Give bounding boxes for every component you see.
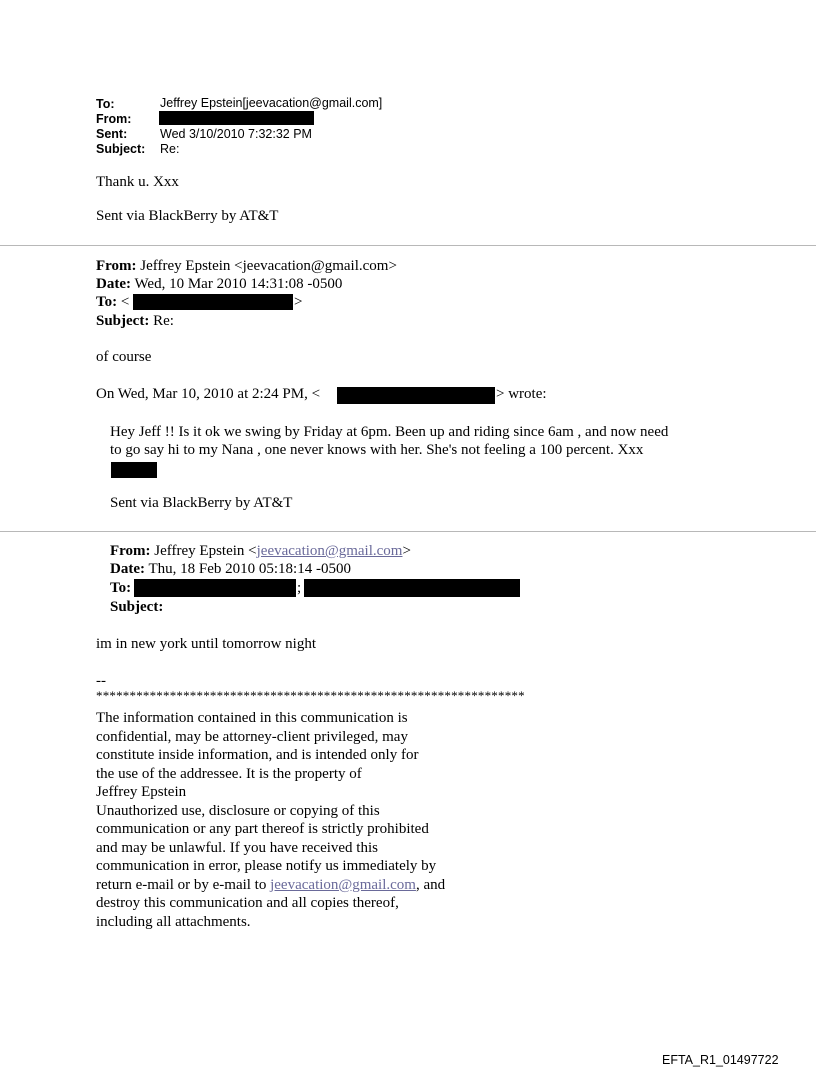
msg2-date-label: Date: <box>96 276 131 292</box>
disclaimer-line: communication or any part thereof is strictly prohibited <box>96 821 429 837</box>
msg2-date-line <box>96 276 342 293</box>
msg3-sig-stars: **************************************************************** <box>96 688 525 703</box>
divider <box>0 531 816 532</box>
msg2-quote-intro-post: > wrote: <box>496 386 547 402</box>
msg3-subject-label: Subject: <box>110 599 164 615</box>
document-id: EFTA_R1_01497722 <box>662 1053 779 1067</box>
msg3-date-line <box>110 561 351 578</box>
msg2-subject-value: Re: <box>153 313 174 329</box>
msg2-quote-line2: to go say hi to my Nana , one never knows with her. She's not feeling a 100 percent. Xxx <box>110 442 644 458</box>
msg1-to-label: To: <box>96 97 115 111</box>
msg2-to-open: < <box>120 294 130 310</box>
msg1-subject-label: Subject: <box>96 142 146 156</box>
redaction-box <box>111 462 157 478</box>
disclaimer-line: including all attachments. <box>96 913 251 930</box>
msg1-signature: Sent via BlackBerry by AT&T <box>96 208 279 224</box>
msg2-subject-line <box>96 313 174 330</box>
divider <box>0 245 816 246</box>
msg3-sig-dashes: -- <box>96 673 106 689</box>
msg2-quote-intro-pre: On Wed, Mar 10, 2010 at 2:24 PM, < <box>96 386 321 402</box>
disclaimer-line: Unauthorized use, disclosure or copying of this <box>96 802 380 819</box>
msg1-body: Thank u. Xxx <box>96 174 179 190</box>
msg2-body: of course <box>96 349 152 365</box>
msg3-date-label: Date: <box>110 561 145 577</box>
disclaimer-line10-post: , and <box>415 876 446 893</box>
redaction-box <box>304 579 520 597</box>
msg3-from-post: > <box>402 543 411 559</box>
disclaimer-line: communication in error, please notify us immediately by <box>96 858 437 874</box>
msg3-from-label: From: <box>110 543 151 559</box>
redaction-box <box>159 111 314 125</box>
disclaimer-line: destroy this communication and all copies thereof, <box>96 895 399 911</box>
redaction-box <box>337 387 495 404</box>
redaction-box <box>134 579 296 597</box>
disclaimer-line: confidential, may be attorney-client privileged, may <box>96 728 408 745</box>
msg2-subject-label: Subject: <box>96 313 150 329</box>
redaction-box <box>133 294 293 310</box>
msg2-to-close: > <box>294 294 303 310</box>
msg2-to-label: To: <box>96 294 118 310</box>
disclaimer-line: constitute inside information, and is intended only for <box>96 747 419 763</box>
disclaimer-line-email <box>96 876 516 895</box>
disclaimer-line: and may be unlawful. If you have received this <box>96 839 378 856</box>
msg2-to-line <box>96 294 129 311</box>
disclaimer-line: Jeffrey Epstein <box>96 784 187 800</box>
msg2-date-value: Wed, 10 Mar 2010 14:31:08 -0500 <box>134 276 343 292</box>
msg1-from-label: From: <box>96 112 132 126</box>
msg3-from-pre: Jeffrey Epstein < <box>154 543 257 559</box>
msg2-from-label: From: <box>96 258 137 274</box>
msg2-quote-line1: Hey Jeff !! Is it ok we swing by Friday at 6pm. Been up and riding since 6am , and now need <box>110 424 669 440</box>
msg3-from-email-link[interactable]: jeevacation@gmail.com <box>256 543 403 559</box>
msg3-to-separator: ; <box>297 580 302 596</box>
disclaimer-line10-pre: return e-mail or by e-mail to <box>96 876 271 893</box>
msg1-subject-value: Re: <box>160 142 180 156</box>
disclaimer-line: The information contained in this communication is <box>96 710 408 726</box>
msg2-quote-signature: Sent via BlackBerry by AT&T <box>110 495 293 511</box>
disclaimer <box>96 709 516 931</box>
disclaimer-line: the use of the addressee. It is the property of <box>96 765 362 782</box>
msg1-sent-value: Wed 3/10/2010 7:32:32 PM <box>160 127 312 141</box>
msg3-from-line <box>110 543 411 560</box>
disclaimer-email-link[interactable]: jeevacation@gmail.com <box>270 876 416 893</box>
msg2-from-value: Jeffrey Epstein <jeevacation@gmail.com> <box>140 258 397 274</box>
msg3-body: im in new york until tomorrow night <box>96 636 316 652</box>
msg1-to-value: Jeffrey Epstein[jeevacation@gmail.com] <box>160 96 383 110</box>
msg3-to-label: To: <box>110 580 132 596</box>
msg3-date-value: Thu, 18 Feb 2010 05:18:14 -0500 <box>148 561 351 577</box>
msg2-from-line <box>96 258 397 275</box>
msg1-sent-label: Sent: <box>96 127 128 141</box>
